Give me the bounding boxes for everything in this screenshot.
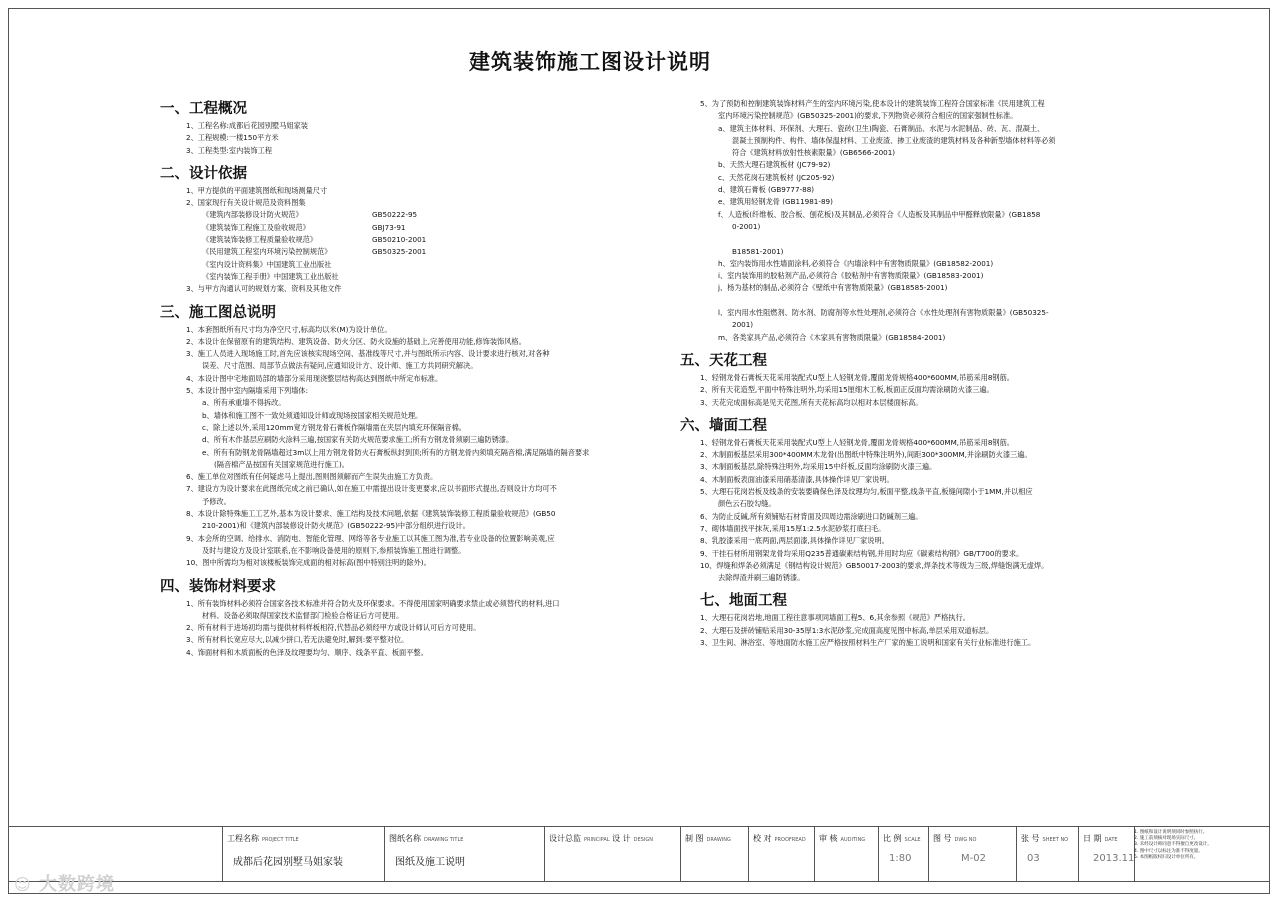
standard-code: GB50210-2001 [372,235,427,245]
list-item: f、人造板(纤维板、胶合板、刨花板)及其制品,必须符合《人造板及其制品中甲醛释放限量》(GB1858 [718,209,1041,219]
section-body [660,437,1140,585]
list-item: a、所有承重墙不得拆改。 [202,398,286,408]
designer-label-en: DESIGN [633,837,653,843]
list-item: c、除上述以外,采用120mm宽方钢龙骨石膏板作隔墙需在夹层内填充环保隔音棉。 [202,422,466,432]
list-item: 去除焊渣并刷三遍防锈漆。 [718,573,805,583]
section-heading: 一、工程概况 [160,101,247,117]
list-item: b、墙体和施工图不一致处须通知设计师或现场按国家相关规范处理。 [202,410,423,420]
standard-item [160,271,680,283]
list-item: 颜色云石胶勾缝。 [718,499,776,509]
design-label: 设计总监 [549,834,581,843]
section-heading: 二、设计依据 [160,165,247,182]
standard-name: 《建筑内部装修设计防火规范》 [202,210,303,220]
project-value: 成都后花园别墅马姐家装 [233,857,343,868]
section-body [660,612,1140,649]
list-item: 7、砌体墙面找平抹灰,采用15厚1:2.5水泥砂浆打底扫毛。 [700,523,886,533]
list-item: 1、大理石花岗岩地,地面工程往意事项同墙面工程5、6,其余参照《规范》严格执行。 [700,613,970,623]
standard-code: GB50222-95 [372,210,418,220]
standard-name: 《建筑装饰装修工程质量验收规范》 [202,235,318,245]
list-item: 4、饰面材料和木质面板的色泽及纹理要均匀、顺序、线条平直、板面平整。 [186,647,428,657]
section-body [160,120,680,157]
list-item: (隔音棉产品按国有关国家规范进行施工)。 [214,459,349,469]
list-item: 10、图中所需均为相对该楼板装饰完成面的相对标高(图中特别注明的除外)。 [186,558,431,568]
list-item: 2001) [732,320,754,330]
proof-label-en: PROOFREAD [774,837,806,843]
audit-cell [814,827,878,881]
list-item: h、室内装饰用水性墙面涂料,必须符合《内墙涂料中有害物质限量》(GB18582-2001) [718,258,994,268]
list-item: 5、为了预防和控制建筑装饰材料产生的室内环境污染,使本设计的建筑装饰工程符合国家标准《民用建筑工程 [700,99,1045,108]
watermark-logo [14,870,115,896]
drawing-label-en: DRAWING TITLE [424,837,464,843]
list-item [660,233,1140,245]
list-item: 1、甲方提供的平面建筑图纸和现场测量尺寸 [186,185,328,195]
list-item: 混凝土预制构件、构件、墙体保温材料、工业废渣、掺工业废渣的建筑材料及各种新型墙体材料等必须 [732,135,1056,145]
draw-label: 制 图 [685,834,704,843]
list-item: 3、卫生间、淋浴室、等地面防水施工应严格按照材料生产厂家的施工说明和国家有关行业标准进行施工。 [700,637,1036,647]
list-item: 及时与建设方及设计室联系,在不影响设备使用的原则下,参照装饰施工图进行调整。 [202,545,466,555]
sheet-cell [1016,827,1078,881]
scale-label: 比 例 [883,834,902,843]
list-item: 4、本设计图中宅地面局部的墙部分采用现浇整层结构高达到图纸中所定布标准。 [186,373,443,383]
project-cell [222,827,384,881]
proof-label: 校 对 [753,834,772,843]
list-item: e、所有有防钢龙骨隔墙超过3m以上用方钢龙骨防火石膏板纵封到顶;所有的方钢龙骨内须填充隔音棉,满足隔墙的隔音要求 [202,447,590,457]
list-item: b、天然大理石建筑板材 (JC79-92) [718,160,831,170]
list-item: 3、与甲方沟通认可的规划方案、资料及其他文件 [186,284,342,294]
list-item: 1、轻钢龙骨石膏板天花采用装配式U型上人轻钢龙骨,覆面龙骨规格400*600MM,吊筋采用8钢筋。 [700,372,1014,382]
project-label-en: PROJECT TITLE [262,837,299,843]
list-item: 2、工程规模:一楼150平方米 [186,133,279,143]
note-line: 4. 图中尺寸以标注为准不得度量。 [1134,848,1203,854]
list-item: 3、天花完成面标高是见天花图,所有天花标高均以相对本层楼面标高。 [700,397,923,407]
drawing-value: 图纸及施工说明 [395,857,465,868]
audit-label: 审 核 [819,834,838,843]
design-label-en: PRINCIPAL [584,837,610,843]
proof-cell [748,827,814,881]
standard-name: 《室内装饰工程手册》中国建筑工业出版社 [202,271,339,281]
section-heading: 七、地面工程 [700,593,787,610]
list-item: 10、焊缝和焊条必须满足《钢结构设计规范》GB50017-2003的要求,焊条技术等级为三级,焊缝饱满无虚焊。 [700,560,1049,570]
watermark-icon: ☺ [14,875,32,894]
list-item: 1、工程名称:成都后花园别墅马姐家装 [186,121,308,130]
drawing-label: 图纸名称 [389,834,421,843]
list-item: d、所有木作基层应刷防火涂料三遍,按国家有关防火规范要求施工;所有方钢龙骨须刷三遍防锈漆。 [202,435,514,445]
section-body [160,598,680,659]
scale-label-en: SCALE [904,837,921,843]
standard-code: GBJ73-91 [372,222,406,232]
note-line: 2. 施工前须核对现场实际尺寸。 [1134,836,1199,842]
left-column [160,98,680,659]
list-item: a、建筑主体材料、环保剂、大理石、瓷砖(卫生)陶瓷、石膏制品、水泥与水泥制品、砖、瓦、混凝土、 [718,123,1045,133]
list-item: j、杨为基材的制品,必须符合《壁纸中有害物质限量》(GB18585-2001) [718,283,948,293]
list-item: 5、大理石花岗岩板及线条的安装要确保色泽及纹理均匀,板面平整,线条平直,板缝间隙小于1MM,并以相应 [700,487,1033,497]
list-item: 8、本设计除特殊施工工艺外,基本为设计要求、施工结构及技术问题,依据《建筑装饰装修工程质量验收规范》(GB50 [186,509,556,519]
standard-item [160,246,680,258]
list-item: 误差、尺寸范围、局部节点做法有疑问,应通知设计方、设计师、施工方共同研究解决。 [202,361,478,371]
list-item: 210-2001)和《建筑内部装修设计防火规范》(GB50222-95)中部分组织进行设计。 [202,521,470,531]
list-item [660,295,1140,307]
list-item: 5、本设计图中室内隔墙采用下列墙体: [186,386,308,396]
list-item: 9、本会所的空调、给排水、消防电、智能化管理、网络等各专业施工以其施工图为准,若专业设备的位置影响美观,应 [186,533,555,543]
design-cell [544,827,680,881]
sheet-label: 张 号 [1021,834,1040,843]
list-item: 予修改。 [202,496,231,506]
section-heading: 四、装饰材料要求 [160,578,276,595]
list-item: 2、本设计在保留原有的建筑结构、建筑设备、防火分区、防火设施的基础上,完善使用功能,修饰装饰风格。 [186,336,526,346]
standard-code: GB50325-2001 [372,247,427,257]
list-item: i、室内装饰用的胶粘剂产品,必须符合《胶粘剂中有害物质限量》(GB18583-2001) [718,271,984,281]
list-item: 3、施工人员进入现场施工时,首先应该核实现场空间、基准线等尺寸,并与图纸所示内容、设计要求进行核对,对各种 [186,349,550,359]
note-line: 3. 未经设计师同意不得擅自更改设计。 [1134,842,1212,848]
standard-item [160,222,680,234]
list-item: 2、所有天花造型,平面中特殊注明外,均采用15厘细木工板,板面正反面均需涂刷防火漆三遍。 [700,385,994,395]
list-item: 4、木制面板表面油漆采用硝基清漆,具体操作详见厂家说明。 [700,474,894,484]
list-item: 2、所有材料于进场初均需与提供材料样板相符,代替品必须经甲方或设计师认可后方可使用。 [186,623,481,633]
draw-cell [680,827,748,881]
list-item: 0-2001) [732,221,761,231]
dwgno-value: M-02 [961,853,986,864]
scale-cell [878,827,928,881]
list-item: 6、为防止反碱,所有须铺贴石材背面及四周边需涂刷进口防碱剂三遍。 [700,511,923,521]
list-item: c、天然花岗石建筑板材 (JC205-92) [718,172,835,182]
dwgno-cell [928,827,1016,881]
date-label-en: DATE [1104,837,1118,843]
list-item: 2、国家现行有关设计规范及资料图集 [186,198,306,208]
sheet-label-en: SHEET NO [1042,837,1069,843]
section-heading: 六、墙面工程 [680,417,767,434]
list-item: d、建筑石膏板 (GB9777-88) [718,185,815,195]
list-item: 8、乳胶漆采用一底两面,两层面漆,具体操作详见厂家说明。 [700,536,889,546]
list-item: 室内环境污染控制规范》(GB50325-2001)的要求,下列物资必须符合相应的国家强制性标准。 [718,111,1018,121]
right-column [660,98,1140,649]
list-item: e、建筑用轻钢龙骨 (GB11981-89) [718,197,833,207]
list-item: 6、施工单位对图纸有任何疑虑马上提出,图则图须解而产生误失由施工方负责。 [186,472,438,482]
section-heading: 三、施工图总说明 [160,304,276,321]
list-item: 2、木制面板基层采用300*400MM木龙骨(出图纸中特殊注明外),间距300*300MM,并涂刷防火漆三遍。 [700,450,1032,460]
sheet-value: 03 [1027,853,1040,864]
dwgno-label-en: DWG NO [954,837,977,843]
standard-name: 《室内设计资料集》中国建筑工业出版社 [202,259,332,269]
list-item: 符合《建筑材料放射性核素限量》(GB6566-2001) [732,148,896,158]
standard-name: 《民用建筑工程室内环境污染控制规范》 [202,247,332,257]
note-line: 5. 本图纸版权归设计单位所有。 [1134,854,1199,860]
section-body [160,324,680,570]
section-body [660,98,1140,344]
title-block-notes [1134,830,1264,861]
list-item: 材料、设备必须取得国家技术监督部门检验合格证后方可使用。 [202,610,404,620]
list-item: 1、本套图纸所有尺寸均为净空尺寸,标高均以米(M)为设计单位。 [186,324,392,334]
dwgno-label: 图 号 [933,834,952,843]
scale-value: 1:80 [889,853,912,864]
page-title: 建筑装饰施工图设计说明 [469,50,711,74]
section-body [160,185,680,210]
audit-label-en: AUDITING [840,837,866,843]
section-body [660,372,1140,409]
list-item: 7、建设方为设计要求在此图纸完成之前已确认,如在施工中需提出设计变更要求,应以书面形式提出,否则设计方均可不 [186,484,557,494]
section-heading: 五、天花工程 [680,352,767,369]
standard-item [160,259,680,271]
standard-item [160,234,680,246]
list-item: 3、木制面板基层,除特殊注明外,均采用15中纤板,反面均涂刷防火漆三遍。 [700,462,937,472]
list-item: 1、所有装饰材料必须符合国家各技术标准并符合防火及环保要求。不得使用国家明确要求禁止或必须替代的材料,进口 [186,598,560,608]
designer-label: 设 计 [612,834,631,843]
watermark-text: 大数跨境 [38,874,115,895]
date-label: 日 期 [1083,834,1102,843]
list-item: 2、大理石及拼砖铺贴采用30-35厚1:3水泥砂浆,完成面高度见图中标高,单层采用双道标层。 [700,625,994,635]
title-block [8,826,1270,882]
date-cell [1078,827,1134,881]
date-value: 2013.11 [1093,853,1135,864]
list-item: 3、工程类型:室内装饰工程 [186,145,273,155]
list-item: 3、所有材料长宽应尽大,以减少拼口,若无法避免时,解到:要平整对位。 [186,635,409,645]
standard-item [160,209,680,221]
standard-name: 《建筑装饰工程施工及验收规范》 [202,222,310,232]
drawing-cell [384,827,544,881]
list-item: B18581-2001) [732,246,784,256]
standards-list [160,209,680,283]
project-label: 工程名称 [227,834,259,843]
list-item: m、各类家具产品,必须符合《木家具有害物质限量》(GB18584-2001) [718,332,946,342]
draw-label-en: DRAWING [706,837,731,843]
list-item: l、室内用水性阻燃剂、防水剂、防腐剂等水性处理剂,必须符合《水性处理剂有害物质限量》(GB50325- [718,308,1049,318]
list-item: 1、轻钢龙骨石膏板天花采用装配式U型上人轻钢龙骨,覆面龙骨规格400*600MM,吊筋采用8钢筋。 [700,437,1014,447]
note-line: 1. 图纸和设计说明须同时参照执行。 [1134,830,1208,835]
list-item: 9、干挂石材所用钢架龙骨均采用Q235普通碳素结构钢,并用时均应《碳素结构钢》GB/T700的要求。 [700,548,1024,558]
